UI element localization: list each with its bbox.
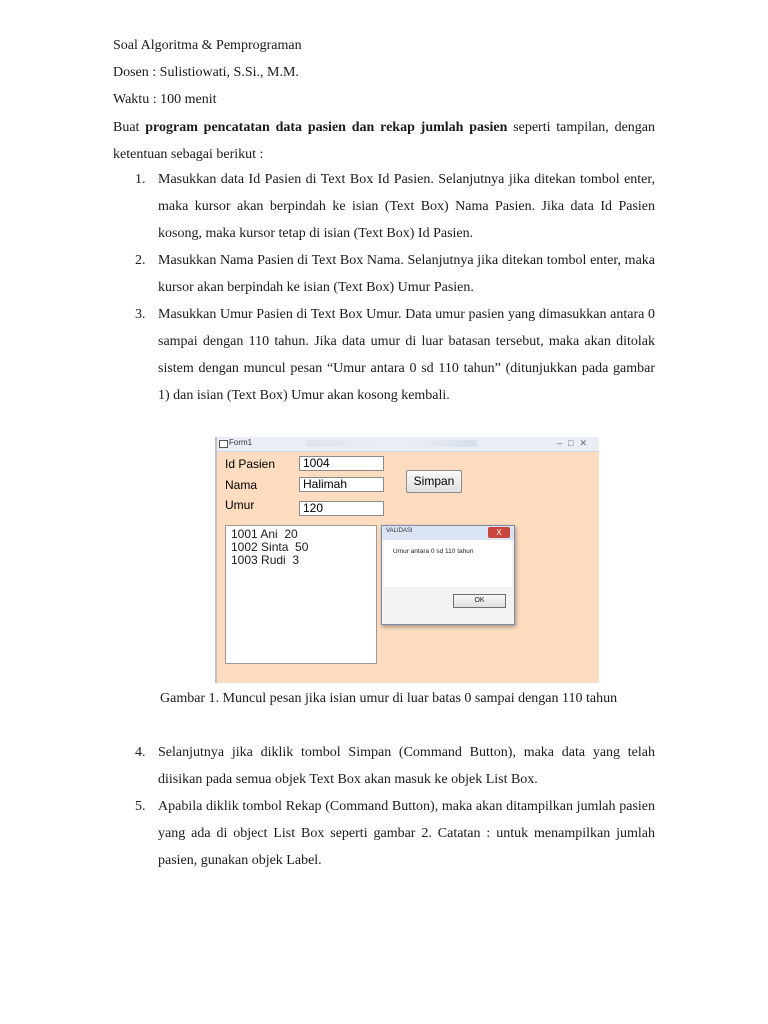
- item-text: Masukkan Nama Pasien di Text Box Nama. Selanjutnya jika ditekan tombol enter, maka kursor akan berpindah ke isian (Text Box) Umur Pasien.: [158, 253, 655, 295]
- item-number: 1.: [135, 172, 146, 187]
- item-text: Apabila diklik tombol Rekap (Command Button), maka akan ditampilkan jumlah pasien yang ada di object List Box seperti gambar 2. Catatan : untuk menampilkan jumlah pasien, gunakan objek Label.: [158, 799, 655, 868]
- figure-caption: Gambar 1. Muncul pesan jika isian umur di luar batas 0 sampai dengan 110 tahun: [160, 691, 618, 706]
- list-item: [113, 793, 655, 874]
- label-umur: Umur: [225, 498, 255, 512]
- item-number: 2.: [135, 253, 146, 268]
- list-item: [113, 166, 655, 247]
- list-item[interactable]: 1002 Sinta 50: [231, 540, 309, 554]
- list-item[interactable]: 1003 Rudi 3: [231, 553, 300, 567]
- dialog-title: VALIDASI: [386, 528, 413, 534]
- item-number: 5.: [135, 799, 146, 814]
- item-text: Selanjutnya jika diklik tombol Simpan (Command Button), maka data yang telah diisikan pada semua objek Text Box akan masuk ke objek List Box.: [158, 745, 655, 787]
- pasien-listbox[interactable]: [225, 525, 377, 664]
- blurred-toolbar: [307, 440, 477, 447]
- course-title: Soal Algoritma & Pemprograman: [113, 38, 302, 53]
- window-icon: [219, 440, 228, 448]
- window-controls-icon: –□✕: [557, 438, 593, 448]
- item-number: 3.: [135, 307, 146, 322]
- window-titlebar: [217, 437, 599, 452]
- list-item: [113, 247, 655, 301]
- validasi-dialog: [381, 525, 515, 625]
- time-line: Waktu : 100 menit: [113, 92, 217, 107]
- window-title: Form1: [229, 438, 253, 447]
- item-text: Masukkan data Id Pasien di Text Box Id Pasien. Selanjutnya jika ditekan tombol enter, maka kursor akan berpindah ke isian (Text Box) Nama Pasien. Jika data Id Pasien kosong, maka kursor tetap di isian (Text Box) Id Pasien.: [158, 172, 655, 241]
- item-number: 4.: [135, 745, 146, 760]
- nama-textbox[interactable]: Halimah: [299, 477, 384, 492]
- lecturer-line: Dosen : Sulistiowati, S.Si., M.M.: [113, 65, 299, 80]
- item-text: Masukkan Umur Pasien di Text Box Umur. Data umur pasien yang dimasukkan antara 0 sampai dengan 110 tahun. Jika data umur di luar batasan tersebut, maka akan ditolak sistem dengan muncul pesan “Umur antara 0 sd 110 tahun” (ditunjukkan pada gambar 1) dan isian (Text Box) Umur akan kosong kembali.: [158, 307, 655, 403]
- simpan-button[interactable]: Simpan: [406, 470, 462, 493]
- label-id-pasien: Id Pasien: [225, 457, 276, 471]
- requirements-list-1: [113, 166, 655, 409]
- intro-bold: program pencatatan data pasien dan rekap jumlah pasien: [145, 120, 508, 135]
- list-item: [113, 301, 655, 409]
- intro-prefix: Buat: [113, 120, 146, 135]
- requirements-list-2: [113, 739, 655, 874]
- umur-textbox[interactable]: 120: [299, 501, 384, 516]
- list-item: [113, 739, 655, 793]
- figure-form-screenshot: [215, 437, 599, 683]
- ok-button[interactable]: OK: [453, 594, 506, 608]
- intro-paragraph: [113, 114, 655, 168]
- intro-suffix: seperti tampilan, dengan ketentuan sebagai berikut :: [113, 120, 655, 162]
- close-icon[interactable]: X: [488, 527, 510, 538]
- label-nama: Nama: [225, 478, 258, 492]
- dialog-message: Umur antara 0 sd 110 tahun: [393, 548, 474, 555]
- list-item[interactable]: 1001 Ani 20: [231, 527, 298, 541]
- id-pasien-textbox[interactable]: 1004: [299, 456, 384, 471]
